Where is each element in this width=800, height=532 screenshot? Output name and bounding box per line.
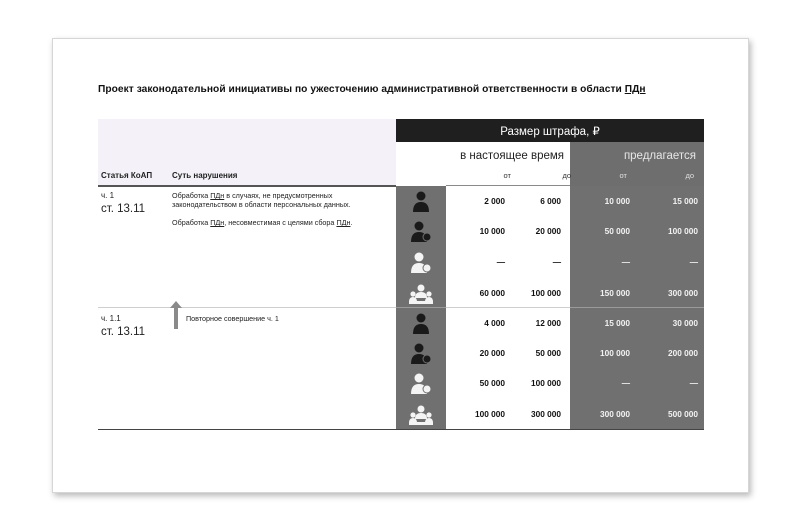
fine-value-cur-from: 60 000: [479, 288, 505, 298]
current-header: в настоящее время: [460, 150, 564, 162]
proposed-from-label: от: [619, 171, 627, 180]
fine-value-prop-to: 300 000: [668, 288, 698, 298]
fine-value-cur-to: 300 000: [531, 409, 561, 419]
fine-value-prop-to: 200 000: [668, 348, 698, 358]
fine-value-cur-to: —: [552, 257, 561, 267]
entrepreneur-icon: [408, 372, 434, 394]
fine-value-cur-to: 100 000: [531, 288, 561, 298]
table-bottom-border: [98, 429, 704, 430]
violation-desc-1: Обработка ПДн в случаях, не предусмотренных законодательством в области персональных данных.: [172, 191, 351, 210]
proposed-to-label: до: [685, 171, 694, 180]
fine-value-prop-to: 15 000: [672, 196, 698, 206]
fine-value-cur-from: 50 000: [479, 378, 505, 388]
article-column-header: Статья КоАП: [101, 171, 153, 180]
legal-entity-icon: [408, 403, 434, 425]
article-number-2: ст. 13.11: [101, 326, 146, 338]
fine-value-prop-from: 100 000: [600, 348, 630, 358]
article-part-2: ч. 1.1: [101, 314, 121, 323]
person-icon: [408, 312, 434, 334]
document-page: [52, 38, 749, 493]
proposed-header: предлагается: [623, 150, 696, 162]
fine-value-prop-from: 15 000: [604, 318, 630, 328]
fine-value-prop-from: —: [621, 378, 630, 388]
section-divider: [446, 307, 570, 308]
fine-value-cur-from: 20 000: [479, 348, 505, 358]
fine-value-cur-from: 100 000: [475, 409, 505, 419]
violation-desc-2: Обработка ПДн, несовместимая с целями сбора ПДн.: [172, 218, 353, 227]
section-divider-left: [98, 307, 396, 308]
legal-entity-icon: [408, 282, 434, 304]
arrow-up-icon: [170, 301, 182, 329]
fine-size-header: Размер штрафа, ₽: [396, 119, 704, 142]
fine-value-cur-to: 6 000: [540, 196, 561, 206]
title-text: Проект законодательной инициативы по ужесточению административной ответственности в области: [98, 84, 625, 95]
header-divider-mid: [446, 185, 570, 186]
violation-desc-3: Повторное совершение ч. 1: [186, 314, 279, 323]
fine-value-cur-from: 10 000: [479, 226, 505, 236]
fine-value-prop-from: 150 000: [600, 288, 630, 298]
violation-column-header: Суть нарушения: [172, 171, 238, 180]
person-icon: [408, 190, 434, 212]
fine-value-cur-from: —: [496, 257, 505, 267]
fine-value-prop-to: 100 000: [668, 226, 698, 236]
fine-value-prop-to: —: [689, 257, 698, 267]
fine-value-cur-to: 50 000: [535, 348, 561, 358]
current-to-label: до: [562, 171, 571, 180]
fine-value-prop-from: —: [621, 257, 630, 267]
proposed-column: [570, 186, 704, 430]
official-icon: [408, 342, 434, 364]
header-divider: [98, 185, 396, 187]
fine-value-prop-from: 50 000: [604, 226, 630, 236]
fine-value-cur-from: 4 000: [484, 318, 505, 328]
document-title: [98, 84, 646, 95]
current-from-label: от: [503, 171, 511, 180]
fine-value-cur-to: 100 000: [531, 378, 561, 388]
fine-value-cur-from: 2 000: [484, 196, 505, 206]
fine-value-prop-to: 30 000: [672, 318, 698, 328]
official-icon: [408, 220, 434, 242]
article-part-1: ч. 1: [101, 191, 115, 200]
fine-value-prop-from: 10 000: [604, 196, 630, 206]
entrepreneur-icon: [408, 251, 434, 273]
title-abbrev: ПДн: [624, 84, 646, 95]
fine-value-cur-to: 12 000: [535, 318, 561, 328]
fine-value-prop-from: 300 000: [600, 409, 630, 419]
fine-value-prop-to: 500 000: [668, 409, 698, 419]
fine-value-prop-to: —: [689, 378, 698, 388]
fine-value-cur-to: 20 000: [535, 226, 561, 236]
article-number-1: ст. 13.11: [101, 203, 146, 215]
